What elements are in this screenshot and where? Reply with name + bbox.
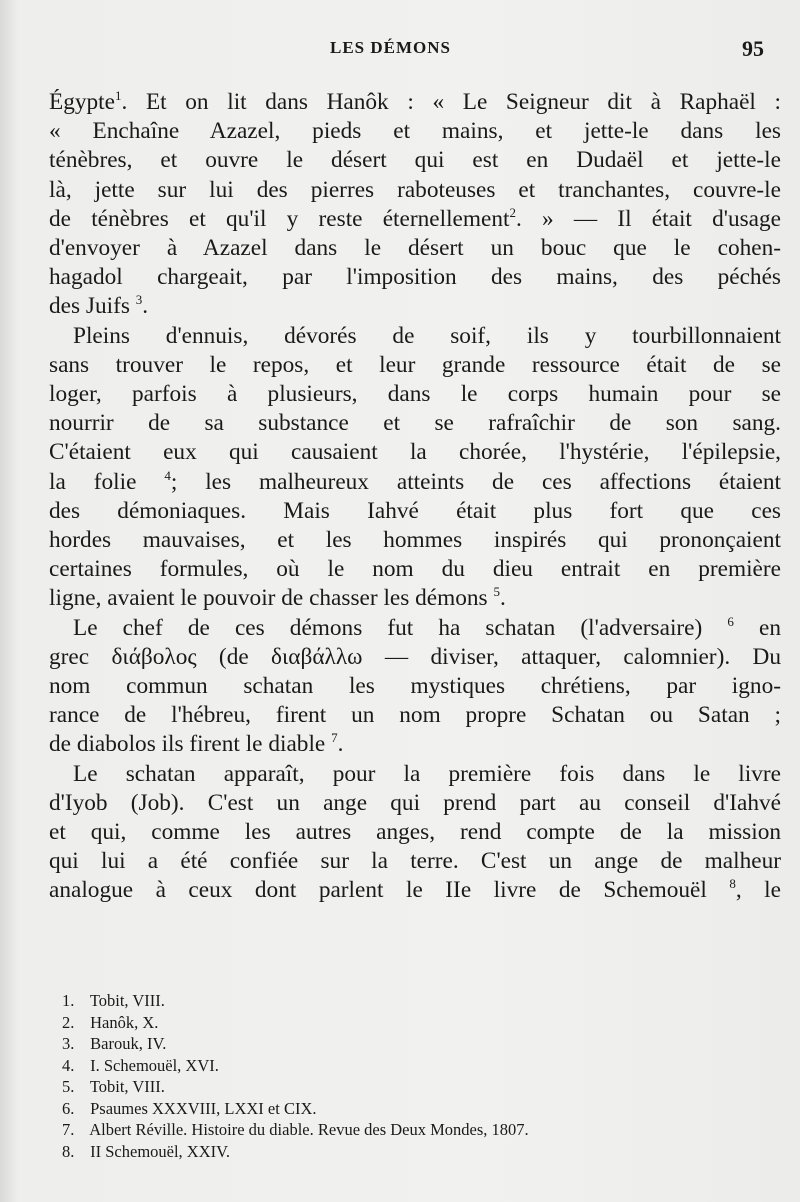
- text-line: [49, 468, 781, 497]
- footnote-ref: 6: [727, 613, 734, 629]
- text-line-content: de diabolos ils firent le diable: [49, 731, 332, 758]
- text-line: [49, 263, 781, 292]
- text-line: [49, 672, 781, 701]
- text-line: [49, 730, 781, 759]
- footnote: [62, 1141, 762, 1163]
- text-line-content: qui lui a été confiée sur la terre. C'est un ange de malheur: [49, 848, 781, 875]
- text-line-rest: , le: [735, 877, 781, 904]
- text-line-rest: en: [733, 614, 781, 641]
- footnote-text: Hanôk, X.: [86, 1012, 159, 1032]
- text-line-content: ténèbres, et ouvre le désert qui est en Dudaël et jette-le: [49, 147, 781, 174]
- text-line-content: nom commun schatan les mystiques chrétiens, par igno-: [49, 673, 781, 700]
- text-line-rest: ; les malheureux atteints de ces affections étaient: [170, 468, 781, 495]
- text-line-content: d'envoyer à Azazel dans le désert un bouc que le cohen-: [49, 235, 781, 262]
- footnote-ref: 3: [135, 292, 143, 308]
- text-line: [49, 292, 781, 321]
- footnote-ref: 1: [115, 88, 122, 104]
- text-line: [49, 818, 781, 847]
- text-line: [49, 701, 781, 730]
- text-line: [49, 117, 781, 146]
- text-line-content: et qui, comme les autres anges, rend compte de la mission: [49, 819, 781, 846]
- footnote-number: 6.: [62, 1098, 75, 1118]
- text-line-content: nourrir de sa substance et se rafraîchir de son sang.: [49, 410, 781, 437]
- text-line: [49, 643, 781, 672]
- footnote-ref: 4: [164, 467, 171, 483]
- text-line-content: grec διάβολος (de διαβάλλω — diviser, attaquer, calomnier). Du: [49, 643, 781, 670]
- text-line-content: sans trouver le repos, et leur grande ressource était de se: [49, 351, 781, 378]
- body-text: [49, 88, 781, 906]
- footnote-ref: 8: [729, 876, 736, 892]
- text-line: [49, 438, 781, 467]
- page-header: [0, 36, 800, 66]
- text-line-content: loger, parfois à plusieurs, dans le corps humain pour se: [49, 381, 781, 408]
- running-title: LES DÉMONS: [330, 38, 451, 57]
- footnote-number: 7.: [62, 1120, 75, 1139]
- text-line-content: Le chef de ces démons fut ha schatan (l'adversaire): [73, 614, 728, 641]
- footnote: [62, 1033, 762, 1055]
- text-line-content: d'Iyob (Job). C'est un ange qui prend part au conseil d'Iahvé: [49, 789, 781, 816]
- text-line-content: rance de l'hébreu, firent un nom propre Schatan ou Satan ;: [49, 702, 781, 729]
- footnote-text: I. Schemouël, XVI.: [86, 1055, 219, 1075]
- text-line: [49, 234, 781, 263]
- text-line-content: la folie: [49, 468, 165, 495]
- text-line-content: certaines formules, où le nom du dieu entrait en première: [49, 556, 781, 583]
- text-line: [49, 176, 781, 205]
- text-line-rest: .: [337, 731, 344, 758]
- footnotes: [62, 990, 762, 1162]
- text-line: [49, 847, 781, 876]
- text-line: [49, 409, 781, 438]
- footnote-ref: 5: [493, 584, 500, 600]
- text-line-content: « Enchaîne Azazel, pieds et mains, et jette-le dans les: [49, 118, 781, 145]
- text-line-rest: .: [142, 293, 149, 320]
- text-line-rest: . » — Il était d'usage: [515, 205, 781, 232]
- footnote-text: Tobit, VIII.: [86, 991, 165, 1010]
- footnote-number: 5.: [62, 1077, 75, 1096]
- text-line: [49, 205, 781, 234]
- footnote-number: 8.: [62, 1141, 75, 1161]
- footnote-number: 1.: [62, 991, 75, 1010]
- text-line: [49, 88, 781, 117]
- footnote-text: Albert Réville. Histoire du diable. Revue des Deux Mondes, 1807.: [86, 1120, 529, 1139]
- text-line-content: Pleins d'ennuis, dévorés de soif, ils y tourbillonnaient: [73, 322, 781, 349]
- text-line: [49, 351, 781, 380]
- text-line: [49, 526, 781, 555]
- text-line-content: là, jette sur lui des pierres raboteuses et tranchantes, couvre-le: [49, 176, 781, 203]
- text-line-content: C'étaient eux qui causaient la chorée, l'hystérie, l'épilepsie,: [49, 439, 781, 466]
- text-line-content: hordes mauvaises, et les hommes inspirés qui prononçaient: [49, 527, 781, 554]
- text-line-content: ligne, avaient le pouvoir de chasser les démons: [49, 585, 494, 612]
- text-line-content: Égypte: [49, 89, 115, 115]
- text-line: [49, 555, 781, 584]
- footnote: [62, 1119, 762, 1141]
- footnote-ref: 7: [331, 730, 338, 746]
- footnote-text: Barouk, IV.: [86, 1034, 167, 1053]
- text-line: [49, 584, 781, 613]
- text-line-content: de ténèbres et qu'il y reste éternellement: [49, 205, 510, 232]
- text-line: [49, 146, 781, 175]
- footnote-number: 3.: [62, 1034, 75, 1053]
- text-line: [49, 380, 781, 409]
- footnote-text: Psaumes XXXVIII, LXXI et CIX.: [86, 1098, 317, 1118]
- text-line: [49, 876, 781, 905]
- text-line: [49, 497, 781, 526]
- footnote-number: 2.: [62, 1012, 75, 1032]
- footnote: [62, 1012, 762, 1034]
- footnote-text: II Schemouël, XXIV.: [86, 1141, 231, 1161]
- text-line-content: des démoniaques. Mais Iahvé était plus fort que ces: [49, 497, 781, 524]
- text-line-content: hagadol chargeait, par l'imposition des mains, des péchés: [49, 264, 781, 291]
- text-line-rest: . Et on lit dans Hanôk : « Le Seigneur dit à Raphaël :: [121, 89, 781, 115]
- footnote: [62, 1055, 762, 1077]
- text-line: [49, 760, 781, 789]
- text-line: [49, 614, 781, 643]
- footnote-ref: 2: [509, 205, 516, 221]
- text-line: [49, 322, 781, 351]
- footnote-text: Tobit, VIII.: [86, 1077, 165, 1096]
- page-number: 95: [742, 36, 764, 61]
- footnote: [62, 1098, 762, 1120]
- footnote: [62, 990, 762, 1012]
- text-line-rest: .: [499, 585, 506, 612]
- text-line-content: Le schatan apparaît, pour la première fois dans le livre: [73, 760, 781, 787]
- footnote: [62, 1076, 762, 1098]
- text-line-content: analogue à ceux dont parlent le IIe livre de Schemouël: [49, 877, 730, 904]
- footnote-number: 4.: [62, 1055, 75, 1075]
- text-line-content: des Juifs: [49, 293, 136, 320]
- text-line: [49, 789, 781, 818]
